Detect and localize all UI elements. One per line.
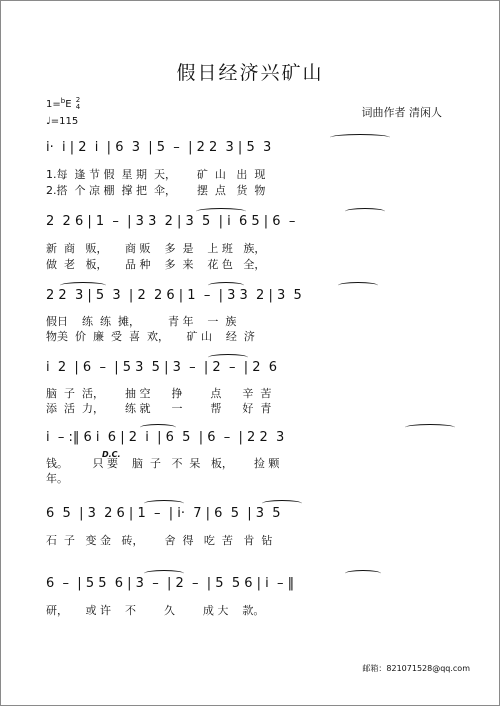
lyrics-line-5b: 年。 (46, 472, 68, 485)
notes-line-3: 2 2 3 | 5 3 | 2 2 6 | 1 – | 3 3 2 | 3 5 (46, 288, 302, 303)
tie-mark (208, 354, 248, 361)
dc-mark: D.C. (102, 450, 121, 459)
notes-line-5: i – :‖ 6 i 6 | 2 i | 6 5 | 6 – | 2 2 3 (46, 430, 285, 445)
key-flat: b (60, 97, 66, 105)
notes-line-2: 2 2 6 | 1 – | 3 3 2 | 3 5 | i 6 5 | 6 – (46, 214, 296, 229)
tie-mark (140, 424, 176, 431)
time-signature (76, 97, 80, 111)
time-bottom: 4 (75, 103, 81, 111)
lyrics-line-5a: 钱。 只 要 脑 子 不 呆 板， 捡 颗 (46, 457, 280, 470)
lyrics-line-7a: 研， 或 许 不 久 成 大 款。 (46, 604, 265, 617)
key-prefix: 1= (46, 99, 61, 110)
tie-mark (405, 424, 455, 431)
tempo-mark: ♩=115 (46, 116, 79, 127)
lyrics-line-3b: 物美 价 廉 受 喜 欢， 矿 山 经 济 (46, 330, 255, 343)
tie-mark (345, 570, 381, 577)
song-title: 假日经济兴矿山 (176, 62, 324, 84)
lyrics-line-4a: 脑 子 活， 抽 空 挣 点 辛 苦 (46, 387, 272, 400)
notes-line-4: i 2 | 6 – | 5 3 5 | 3 – | 2 – | 2 6 (46, 360, 278, 375)
time-top: 2 (75, 96, 81, 104)
tie-mark (262, 500, 302, 507)
tie-mark (330, 134, 390, 141)
tie-mark (144, 500, 184, 507)
notes-line-7: 6 – | 5 5 6 | 3 – | 2 – | 5 5 6 | i – ‖ (46, 576, 295, 591)
lyrics-line-1b: 2.搭 个 凉 棚 撑 把 伞， 摆 点 货 物 (46, 184, 266, 197)
tie-mark (60, 282, 106, 289)
tie-mark (345, 208, 385, 215)
notes-line-1: i· i | 2 i | 6 3 | 5 – | 2 2 3 | 5 3 (46, 140, 272, 155)
email-footer: 邮箱：821071528@qq.com (362, 664, 470, 673)
key-signature (46, 97, 80, 111)
notes-line-6: 6 5 | 3 2 6 | 1 – | i· 7 | 6 5 | 3 5 (46, 506, 281, 521)
lyrics-line-4b: 添 活 力， 练 就 一 帮 好 青 (46, 402, 272, 415)
lyrics-line-2a: 新 商 贩， 商 贩 多 是 上 班 族， (46, 242, 266, 255)
lyrics-line-2b: 做 老 板， 品 种 多 来 花 色 全， (46, 258, 266, 271)
key-letter: E (65, 99, 72, 110)
lyrics-line-3a: 假日 练 练 摊， 青 年 一 族 (46, 315, 237, 328)
lyrics-line-1a: 1.每 逢 节 假 星 期 天， 矿 山 出 现 (46, 168, 266, 181)
tie-mark (144, 570, 184, 577)
tie-mark (338, 282, 378, 289)
tie-mark (196, 208, 246, 215)
tie-mark (208, 282, 244, 289)
lyrics-line-6a: 石 子 变 金 砖， 舍 得 吃 苦 肯 钻 (46, 534, 273, 547)
lyricist: 词曲作者 清闲人 (361, 106, 442, 119)
